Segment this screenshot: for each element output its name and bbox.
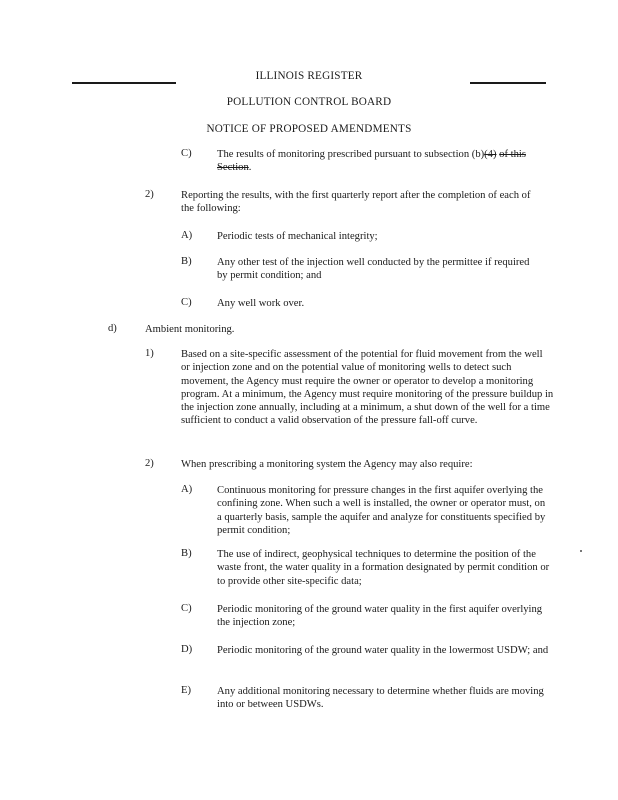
item-label-d2c: C) — [181, 603, 192, 614]
item-text-d2: When prescribing a monitoring system the Agency may also require: — [181, 459, 473, 470]
item-text-d2c: Periodic monitoring of the ground water quality in the first aquifer overlying the injection zone; — [217, 604, 543, 629]
c-top-text-before: The results of monitoring prescribed pursuant to subsection (b) — [217, 149, 485, 160]
item-text-2a: Periodic tests of mechanical integrity; — [217, 231, 378, 242]
item-label-2: 2) — [145, 189, 154, 200]
item-label-c-top: C) — [181, 148, 192, 159]
item-label-d2a: A) — [181, 484, 193, 495]
item-text-d2b: The use of indirect, geophysical techniques to determine the position of the waste front, the water quality in a formation designated by permit condition or to provide other site-specific data; — [217, 549, 550, 587]
item-label-2b: B) — [181, 256, 192, 267]
register-title: ILLINOIS REGISTER — [255, 70, 363, 82]
c-top-struck-subsection: (4) — [484, 149, 497, 160]
notice-title: NOTICE OF PROPOSED AMENDMENTS — [206, 123, 412, 135]
c-top-text-after: . — [248, 162, 252, 174]
item-text-d2a: Continuous monitoring for pressure changes in the first aquifer overlying the confining zone. When such a well is installed, the owner or operator must, on a quarterly basis, sample the aquifer and analyze for constituents specified by permit condition; — [217, 485, 546, 536]
item-text-d2e: Any additional monitoring necessary to determine whether fluids are moving into or between USDWs. — [217, 686, 544, 711]
item-label-d1: 1) — [145, 348, 154, 359]
item-text-2c: Any well work over. — [217, 298, 305, 309]
header-rule-right — [470, 82, 546, 84]
scan-speck — [580, 550, 582, 552]
item-label-d2e: E) — [181, 685, 191, 696]
item-text-d2d: Periodic monitoring of the ground water quality in the lowermost USDW; and — [217, 645, 549, 656]
item-text-d: Ambient monitoring. — [145, 324, 235, 335]
header-rule-left — [72, 82, 176, 84]
item-label-d: d) — [108, 323, 117, 334]
board-name: POLLUTION CONTROL BOARD — [226, 96, 392, 108]
item-text-c-top — [217, 148, 557, 175]
item-label-d2b: B) — [181, 548, 192, 559]
item-label-d2d: D) — [181, 644, 193, 655]
item-text-2b: Any other test of the injection well conducted by the permittee if required by permit condition; and — [217, 257, 530, 282]
item-label-2c: C) — [181, 297, 192, 308]
item-label-2a: A) — [181, 230, 193, 241]
c-top-struck-section: of this Section — [217, 149, 526, 174]
item-text-2: Reporting the results, with the first quarterly report after the completion of each of the following: — [181, 190, 531, 215]
item-text-d1: Based on a site-specific assessment of the potential for fluid movement from the well or injection zone and on the potential value of monitoring wells to detect such movement, the Agency must require the owner or operator to develop a monitoring program. At a minimum, the Agency must require monitoring of the pressure buildup in the injection zone annually, including at a minimum, a shut down of the well for a time sufficient to conduct a valid observation of the pressure fall-off curve. — [181, 349, 554, 427]
item-label-d2: 2) — [145, 458, 154, 469]
